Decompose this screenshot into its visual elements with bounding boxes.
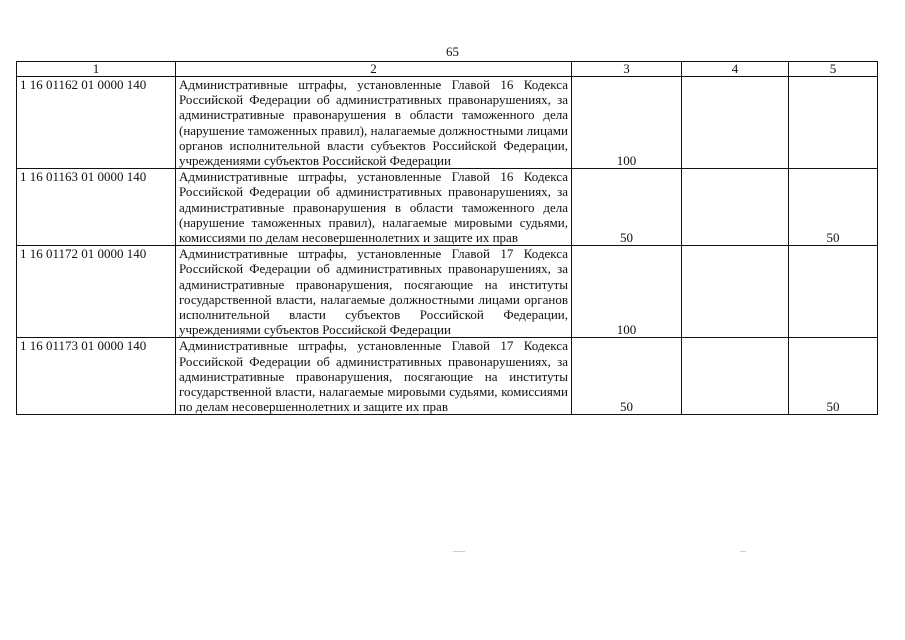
value-col5 bbox=[789, 77, 878, 169]
column-header: 2 bbox=[176, 62, 572, 77]
column-header: 4 bbox=[682, 62, 789, 77]
column-header: 1 bbox=[17, 62, 176, 77]
value-col3: 50 bbox=[572, 169, 682, 246]
value-col3: 100 bbox=[572, 246, 682, 338]
value-col4 bbox=[682, 77, 789, 169]
value-col3: 50 bbox=[572, 338, 682, 415]
scan-artifact bbox=[740, 551, 746, 552]
page-number: 65 bbox=[446, 44, 459, 59]
value-col5: 50 bbox=[789, 338, 878, 415]
budget-description: Административные штрафы, установленные Главой 17 Кодекса Российской Федерации об административных правонарушениях, за административные правонарушения, посягающие на институты государственной власти, налагаемые должностными лицами органов исполнительной власти субъектов Российской Федерации, учреждениями субъектов Российской Федерации bbox=[176, 246, 572, 338]
budget-description: Административные штрафы, установленные Главой 17 Кодекса Российской Федерации об административных правонарушениях, за административные правонарушения, посягающие на институты государственной власти, налагаемые мировыми судьями, комиссиями по делам несовершеннолетних и защите их прав bbox=[176, 338, 572, 415]
budget-code: 1 16 01173 01 0000 140 bbox=[17, 338, 176, 415]
value-col4 bbox=[682, 246, 789, 338]
column-header: 5 bbox=[789, 62, 878, 77]
value-col5: 50 bbox=[789, 169, 878, 246]
column-header: 3 bbox=[572, 62, 682, 77]
scan-artifact bbox=[453, 551, 465, 552]
table-row bbox=[17, 77, 878, 169]
budget-table bbox=[16, 61, 878, 415]
table-header-row bbox=[17, 62, 878, 77]
budget-code: 1 16 01163 01 0000 140 bbox=[17, 169, 176, 246]
value-col4 bbox=[682, 169, 789, 246]
table-row bbox=[17, 246, 878, 338]
budget-code: 1 16 01162 01 0000 140 bbox=[17, 77, 176, 169]
budget-code: 1 16 01172 01 0000 140 bbox=[17, 246, 176, 338]
table-row bbox=[17, 169, 878, 246]
budget-description: Административные штрафы, установленные Главой 16 Кодекса Российской Федерации об административных правонарушениях, за административные правонарушения в области таможенного дела (нарушение таможенных правил), налагаемые должностными лицами органов исполнительной власти субъектов Российской Федерации, учреждениями субъектов Российской Федерации bbox=[176, 77, 572, 169]
table-row bbox=[17, 338, 878, 415]
value-col3: 100 bbox=[572, 77, 682, 169]
value-col5 bbox=[789, 246, 878, 338]
value-col4 bbox=[682, 338, 789, 415]
budget-description: Административные штрафы, установленные Главой 16 Кодекса Российской Федерации об административных правонарушениях, за административные правонарушения в области таможенного дела (нарушение таможенных правил), налагаемые мировыми судьями, комиссиями по делам несовершеннолетних и защите их прав bbox=[176, 169, 572, 246]
